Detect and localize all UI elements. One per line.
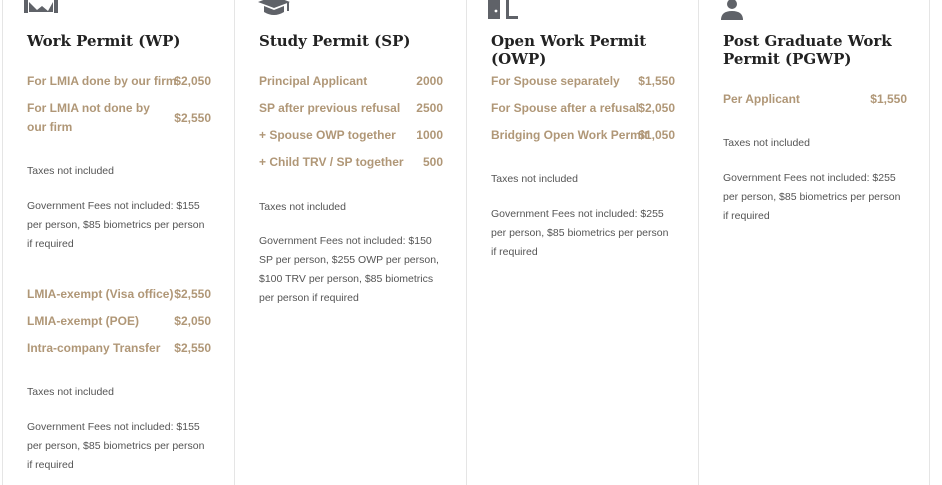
handshake-icon (24, 0, 60, 15)
service-label: + Spouse OWP together (259, 128, 396, 142)
service-price: $2,050 (174, 74, 211, 88)
service-label: LMIA-exempt (POE) (27, 314, 140, 328)
gov-fees-note: Government Fees not included: $255 per person, $85 biometrics per person if required (723, 172, 901, 222)
service-price: $2,550 (174, 111, 211, 125)
service-price: 2500 (416, 101, 443, 115)
plan-title: Work Permit (WP) (27, 32, 181, 50)
service-price: 2000 (416, 74, 443, 88)
graduation-cap-icon (256, 0, 292, 17)
service-label: Intra-company Transfer (27, 341, 161, 355)
service-price: $2,550 (174, 287, 211, 301)
plan-title: Open Work Permit (OWP) (491, 32, 647, 68)
pricing-grid (2, 0, 930, 485)
taxes-note: Taxes not included (27, 165, 114, 177)
service-price: $1,550 (870, 92, 907, 106)
service-label: For Spouse after a refusal (491, 101, 640, 115)
service-label: SP after previous refusal (259, 101, 401, 115)
gov-fees-note: Government Fees not included: $155 per person, $85 biometrics per person if required (27, 200, 205, 250)
service-price: $1,550 (638, 74, 675, 88)
door-icon (488, 0, 524, 19)
service-label: Per Applicant (723, 92, 800, 106)
pricing-column-open-work-permit (466, 0, 698, 485)
service-label: Principal Applicant (259, 74, 368, 88)
service-label: LMIA-exempt (Visa office) (27, 287, 174, 301)
service-price: $2,050 (638, 101, 675, 115)
service-price: 1000 (416, 128, 443, 142)
service-price: $1,050 (638, 128, 675, 142)
plan-title: Post Graduate Work Permit (PGWP) (723, 32, 892, 68)
taxes-note: Taxes not included (27, 386, 114, 398)
service-label: + Child TRV / SP together (259, 155, 404, 169)
taxes-note: Taxes not included (259, 201, 346, 213)
graduate-person-icon (720, 0, 756, 20)
taxes-note: Taxes not included (491, 173, 578, 185)
service-label: For LMIA not done by our firm (27, 101, 150, 134)
service-price: $2,550 (174, 341, 211, 355)
service-price: $2,050 (174, 314, 211, 328)
gov-fees-note: Government Fees not included: $150 SP per person, $255 OWP per person, $100 TRV per person, $85 biometrics per person if required (259, 235, 439, 304)
pricing-column-pgwp (698, 0, 930, 485)
service-label: For Spouse separately (491, 74, 620, 88)
service-price: 500 (422, 155, 443, 169)
pricing-column-work-permit (2, 0, 234, 485)
service-label: Bridging Open Work Permit (491, 128, 649, 142)
taxes-note: Taxes not included (723, 137, 810, 149)
gov-fees-note: Government Fees not included: $155 per person, $85 biometrics per person if required (27, 421, 205, 471)
plan-title: Study Permit (SP) (259, 32, 411, 50)
service-label: For LMIA done by our firm (27, 74, 177, 88)
pricing-column-study-permit (234, 0, 466, 485)
price-row (27, 99, 211, 137)
gov-fees-note: Government Fees not included: $255 per person, $85 biometrics per person if required (491, 208, 669, 258)
